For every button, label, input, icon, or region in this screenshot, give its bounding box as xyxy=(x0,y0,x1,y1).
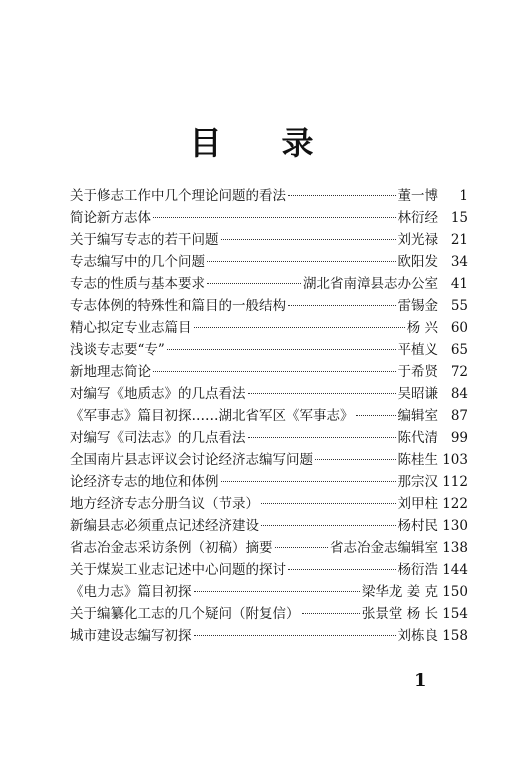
table-of-contents xyxy=(70,184,468,646)
toc-entry-author: 梁华龙 姜 克 xyxy=(361,584,438,600)
toc-entry-title: 省志冶金志采访条例（初稿）摘要 xyxy=(70,540,273,556)
toc-entry-author: 刘栋良 xyxy=(397,628,438,644)
toc-entry-title: 专志的性质与基本要求 xyxy=(70,276,205,292)
dot-leader xyxy=(221,239,396,240)
toc-entry-author: 于希贤 xyxy=(397,364,438,380)
title-char-2: 录 xyxy=(281,124,316,162)
dot-leader xyxy=(153,217,396,218)
toc-entry-title: 对编写《司法志》的几点看法 xyxy=(70,430,246,446)
toc-entry-author: 吴昭谦 xyxy=(397,386,438,402)
toc-entry-author: 编辑室 xyxy=(397,408,438,424)
dot-leader xyxy=(194,327,405,328)
dot-leader xyxy=(302,613,360,614)
toc-entry-author: 林衍经 xyxy=(397,210,438,226)
toc-entry-author: 平植义 xyxy=(397,342,438,358)
toc-entry xyxy=(70,470,468,492)
toc-entry xyxy=(70,338,468,360)
toc-entry-title: 《军事志》篇目初探……湖北省军区《军事志》 xyxy=(70,408,354,424)
toc-entry-author: 刘甲柱 xyxy=(397,496,438,512)
toc-entry xyxy=(70,448,468,470)
toc-entry xyxy=(70,558,468,580)
toc-entry xyxy=(70,514,468,536)
dot-leader xyxy=(248,393,396,394)
toc-entry xyxy=(70,184,468,206)
toc-entry-page: 34 xyxy=(450,254,468,270)
dot-leader xyxy=(288,569,396,570)
page-title xyxy=(0,118,505,164)
dot-leader xyxy=(288,195,396,196)
toc-entry xyxy=(70,360,468,382)
dot-leader xyxy=(275,547,329,548)
toc-entry-title: 浅谈专志要“专” xyxy=(70,342,165,358)
dot-leader xyxy=(153,371,396,372)
dot-leader xyxy=(207,261,396,262)
dot-leader xyxy=(207,283,301,284)
toc-entry-title: 关于编纂化工志的几个疑问（附复信） xyxy=(70,606,300,622)
toc-entry xyxy=(70,228,468,250)
toc-entry-page: 84 xyxy=(450,386,468,402)
dot-leader xyxy=(356,415,396,416)
toc-entry-page: 122 xyxy=(442,496,468,512)
toc-entry-author: 张景堂 杨 长 xyxy=(361,606,438,622)
toc-entry-page: 41 xyxy=(450,276,468,292)
toc-entry xyxy=(70,250,468,272)
toc-entry-author: 那宗汉 xyxy=(397,474,438,490)
toc-entry-page: 1 xyxy=(459,188,468,204)
toc-entry-title: 专志编写中的几个问题 xyxy=(70,254,205,270)
toc-entry-author: 董一博 xyxy=(397,188,438,204)
toc-entry-title: 关于编写专志的若干问题 xyxy=(70,232,219,248)
toc-entry-author: 陈桂生 xyxy=(397,452,438,468)
toc-entry-page: 65 xyxy=(450,342,468,358)
title-char-1: 目 xyxy=(189,124,224,162)
dot-leader xyxy=(261,525,396,526)
toc-entry-title: 城市建设志编写初探 xyxy=(70,628,192,644)
toc-entry-page: 99 xyxy=(450,430,468,446)
toc-entry-title: 新编县志必须重点记述经济建设 xyxy=(70,518,259,534)
toc-entry xyxy=(70,624,468,646)
toc-entry-page: 72 xyxy=(450,364,468,380)
dot-leader xyxy=(167,349,396,350)
toc-entry-title: 《电力志》篇目初探 xyxy=(70,584,192,600)
toc-entry xyxy=(70,206,468,228)
toc-entry-page: 87 xyxy=(450,408,468,424)
toc-entry-title: 专志体例的特殊性和篇目的一般结构 xyxy=(70,298,286,314)
toc-entry xyxy=(70,580,468,602)
toc-entry xyxy=(70,602,468,624)
dot-leader xyxy=(194,591,360,592)
toc-entry-author: 陈代清 xyxy=(397,430,438,446)
dot-leader xyxy=(248,437,396,438)
toc-entry-page: 130 xyxy=(442,518,468,534)
toc-entry-title: 新地理志简论 xyxy=(70,364,151,380)
toc-entry-author: 杨 兴 xyxy=(406,320,438,336)
toc-entry-title: 对编写《地质志》的几点看法 xyxy=(70,386,246,402)
toc-entry-title: 简论新方志体 xyxy=(70,210,151,226)
toc-entry-title: 关于煤炭工业志记述中心问题的探讨 xyxy=(70,562,286,578)
toc-entry-author: 刘光禄 xyxy=(397,232,438,248)
toc-entry-author: 省志冶金志编辑室 xyxy=(330,540,438,556)
toc-entry-page: 103 xyxy=(442,452,468,468)
toc-entry-page: 112 xyxy=(442,474,468,490)
toc-entry xyxy=(70,536,468,558)
toc-entry-title: 全国南片县志评议会讨论经济志编写问题 xyxy=(70,452,313,468)
toc-entry-page: 138 xyxy=(442,540,468,556)
dot-leader xyxy=(261,503,396,504)
toc-entry xyxy=(70,316,468,338)
toc-entry-author: 杨村民 xyxy=(397,518,438,534)
toc-entry-author: 湖北省南漳县志办公室 xyxy=(303,276,438,292)
dot-leader xyxy=(288,305,396,306)
toc-entry-title: 论经济专志的地位和体例 xyxy=(70,474,219,490)
toc-entry xyxy=(70,382,468,404)
toc-entry xyxy=(70,294,468,316)
toc-entry-page: 15 xyxy=(450,210,468,226)
toc-entry-page: 154 xyxy=(442,606,468,622)
toc-entry-author: 雷锡金 xyxy=(397,298,438,314)
dot-leader xyxy=(194,635,396,636)
toc-entry-author: 杨衍浩 xyxy=(397,562,438,578)
page-number: 1 xyxy=(414,670,427,691)
toc-entry xyxy=(70,426,468,448)
toc-entry-title: 关于修志工作中几个理论问题的看法 xyxy=(70,188,286,204)
toc-entry-title: 地方经济专志分册刍议（节录） xyxy=(70,496,259,512)
dot-leader xyxy=(315,459,396,460)
toc-entry xyxy=(70,404,468,426)
toc-entry-title: 精心拟定专业志篇目 xyxy=(70,320,192,336)
toc-entry-page: 60 xyxy=(450,320,468,336)
toc-entry-page: 55 xyxy=(450,298,468,314)
toc-entry-page: 150 xyxy=(442,584,468,600)
toc-entry xyxy=(70,492,468,514)
toc-entry-author: 欧阳发 xyxy=(397,254,438,270)
toc-entry-page: 21 xyxy=(450,232,468,248)
toc-entry-page: 158 xyxy=(442,628,468,644)
toc-entry xyxy=(70,272,468,294)
dot-leader xyxy=(221,481,396,482)
toc-entry-page: 144 xyxy=(442,562,468,578)
